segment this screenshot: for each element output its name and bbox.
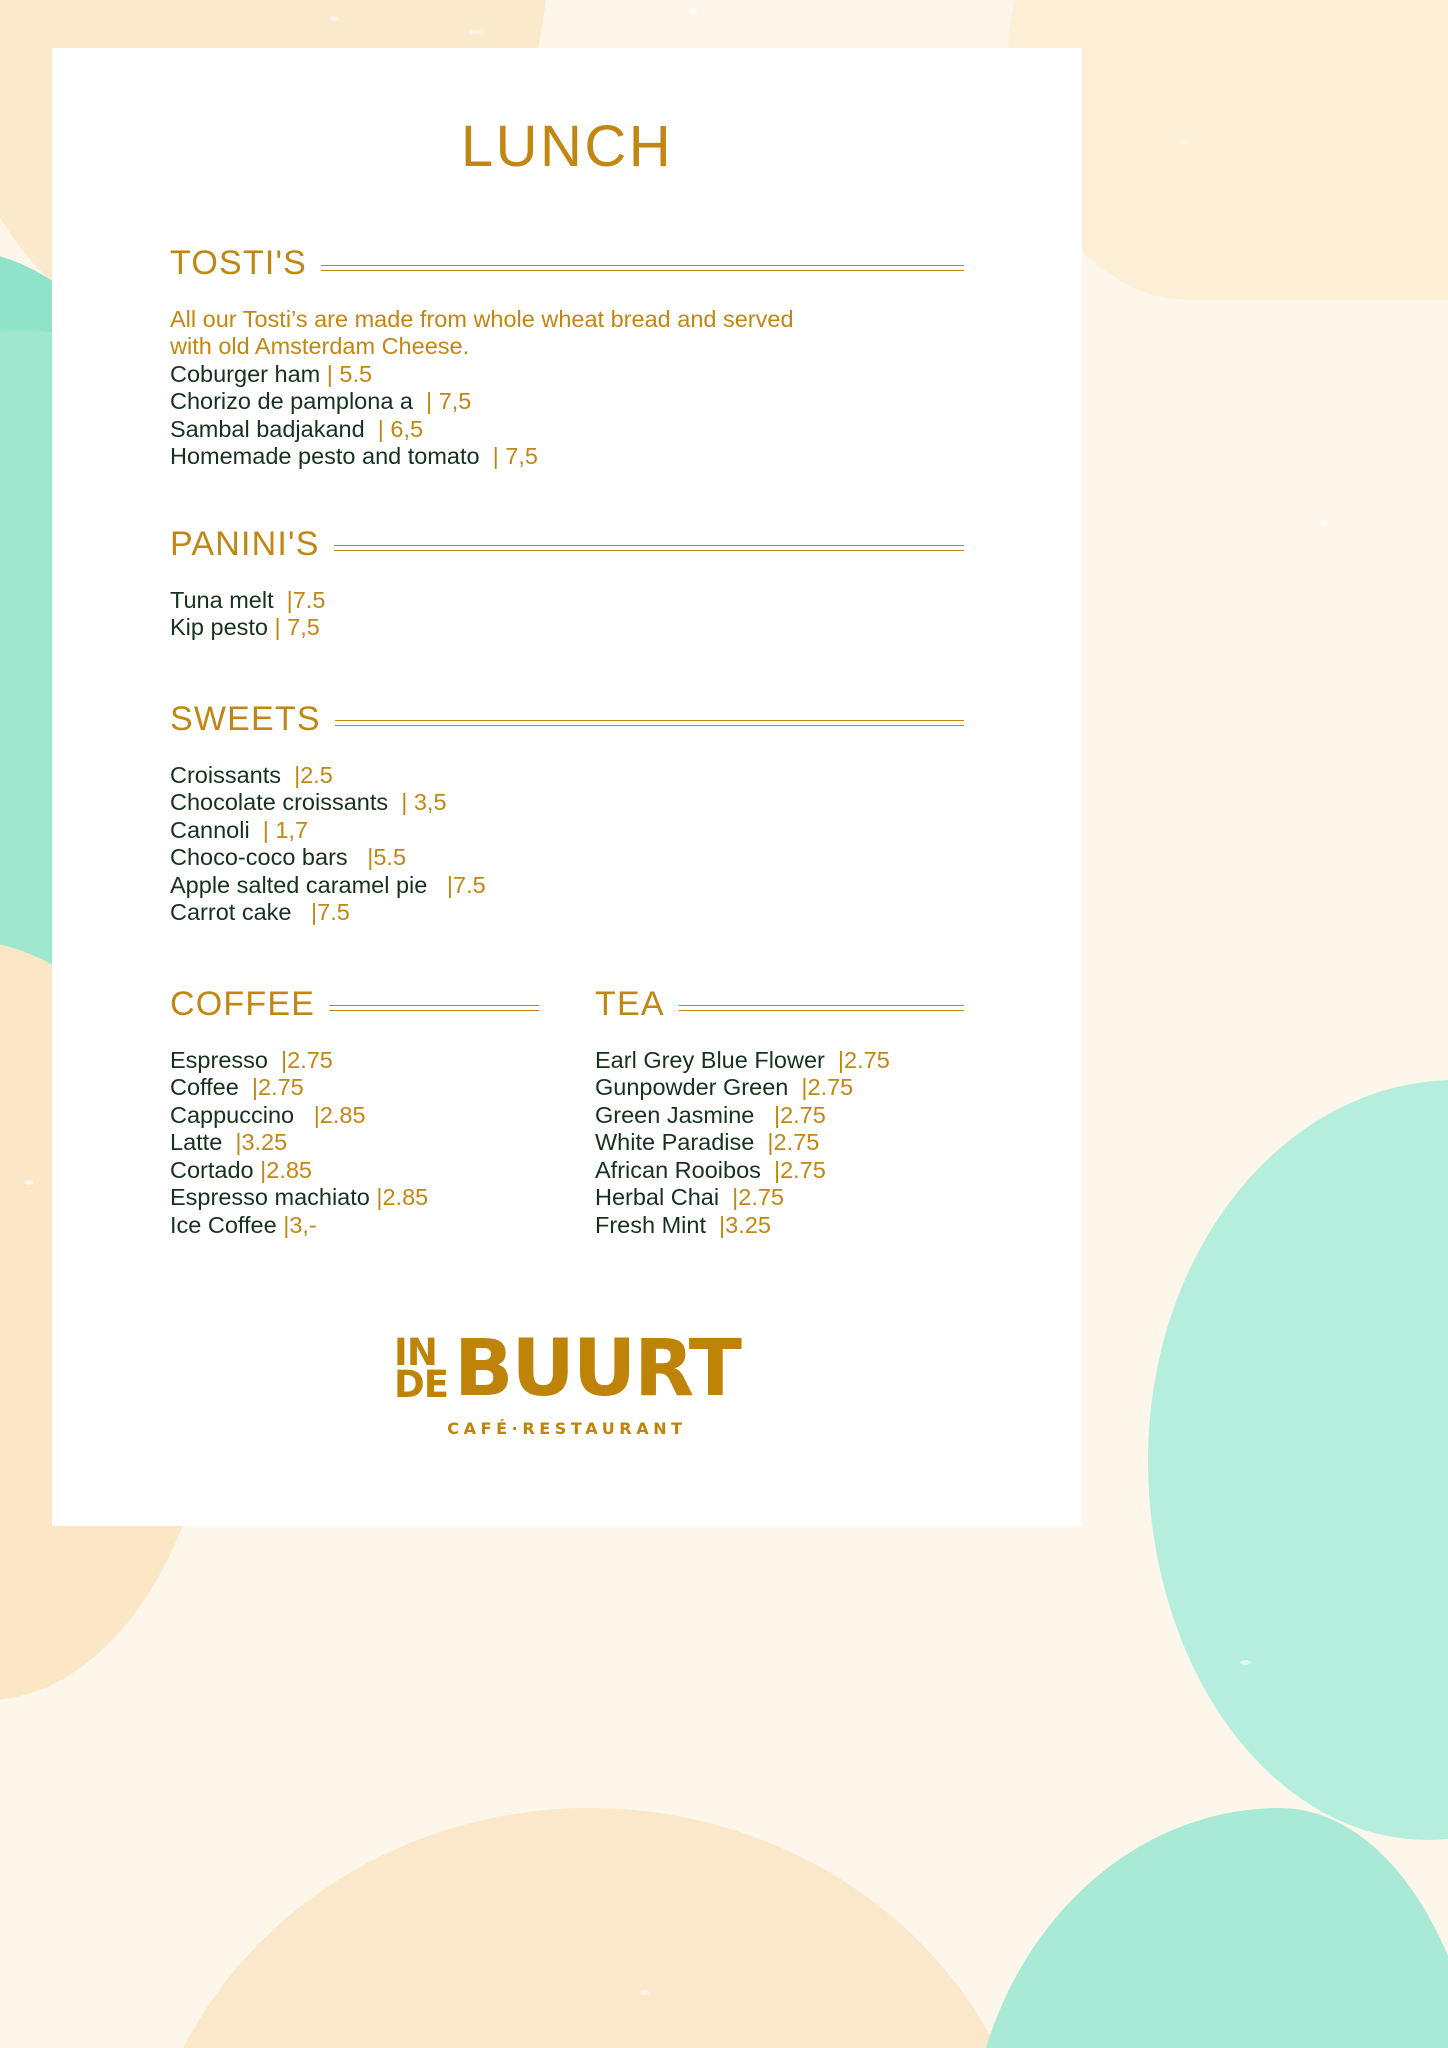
menu-item — [170, 762, 964, 789]
menu-item-name: Herbal Chai — [595, 1184, 726, 1211]
menu-item — [170, 1102, 539, 1129]
background-speck — [640, 1990, 649, 1995]
menu-item — [170, 1047, 539, 1074]
section-title-tostis: TOSTI'S — [170, 244, 308, 282]
menu-item — [170, 844, 964, 871]
menu-item-separator: | — [274, 1046, 288, 1073]
logo-line-de: DE — [394, 1363, 449, 1407]
menu-item-separator: | — [274, 614, 288, 641]
section-items-tostis — [170, 306, 964, 471]
menu-item-price: 5.5 — [339, 360, 373, 387]
menu-item-name: Carrot cake — [170, 899, 298, 926]
menu-item-price: 3,5 — [413, 789, 447, 816]
section-divider-rule — [329, 1005, 539, 1012]
menu-item-separator: | — [228, 1129, 242, 1156]
section-title-coffee: COFFEE — [170, 984, 316, 1023]
background-speck — [24, 1180, 34, 1185]
menu-item-name: Espresso — [170, 1046, 275, 1073]
menu-item-price: 2.75 — [287, 1046, 333, 1073]
section-items-sweets — [170, 762, 964, 927]
menu-item-price: 2.5 — [300, 761, 333, 788]
menu-item-separator: | — [725, 1184, 739, 1211]
menu-item-name: Chocolate croissants — [170, 789, 395, 816]
menu-item-separator: | — [712, 1211, 726, 1238]
menu-item — [170, 361, 964, 388]
section-paninis — [170, 524, 964, 642]
menu-item-separator: | — [354, 844, 374, 871]
logo-wordmark-buurt: BUURT — [454, 1323, 740, 1414]
menu-item-name: Cannoli — [170, 816, 257, 843]
menu-item — [170, 789, 964, 816]
menu-item-name: Gunpowder Green — [595, 1074, 795, 1101]
menu-item-name: White Paradise — [595, 1129, 761, 1156]
menu-item-price: 2.75 — [773, 1129, 820, 1156]
menu-item — [170, 1184, 539, 1211]
menu-item-price: 2.75 — [780, 1101, 826, 1128]
section-sweets — [170, 699, 964, 927]
menu-item-name: Kip pesto — [170, 614, 275, 641]
menu-item-separator: | — [419, 388, 439, 415]
menu-item-separator: | — [245, 1074, 258, 1101]
menu-item-name: Chorizo de pamplona a — [170, 388, 420, 415]
menu-item-separator: | — [794, 1074, 808, 1101]
logo-tagline: CAFÉ·RESTAURANT — [447, 1419, 687, 1438]
menu-item-price: 2.75 — [844, 1046, 890, 1073]
menu-item-price: 1,7 — [275, 816, 309, 843]
menu-item-name: African Rooibos — [595, 1156, 768, 1183]
menu-item-price: 2.85 — [319, 1101, 366, 1128]
menu-item-price: 7.5 — [292, 586, 326, 613]
background-speck — [1240, 1660, 1251, 1665]
logo-prefix-stack — [394, 1330, 449, 1407]
menu-item-price: 7,5 — [505, 443, 538, 470]
menu-item-price: 7.5 — [453, 871, 486, 898]
menu-item — [595, 1212, 964, 1239]
menu-item-price: 2.75 — [738, 1184, 785, 1211]
menu-item-separator: | — [283, 1211, 290, 1238]
menu-item — [170, 1212, 539, 1239]
logo-wordmark-row — [394, 1323, 740, 1414]
section-tea — [595, 984, 964, 1239]
section-items-tea — [595, 1047, 964, 1239]
menu-item — [595, 1129, 964, 1156]
menu-item — [170, 614, 964, 641]
menu-item-price: 6,5 — [390, 415, 424, 442]
section-tostis — [170, 246, 964, 471]
menu-item-separator: | — [371, 415, 391, 442]
menu-item-price: 7,5 — [287, 614, 320, 641]
menu-item-name: Green Jasmine — [595, 1101, 761, 1128]
background-speck — [470, 30, 484, 34]
background-speck — [1180, 140, 1189, 144]
menu-item — [170, 899, 964, 926]
section-divider-rule — [321, 265, 964, 272]
background-speck — [330, 16, 339, 21]
menu-item-price: 2.75 — [807, 1074, 854, 1101]
menu-item-separator: | — [280, 586, 293, 613]
section-header-paninis — [170, 524, 964, 563]
section-items-coffee — [170, 1047, 539, 1239]
menu-item-price: 7,5 — [438, 388, 472, 415]
menu-item-name: Cortado — [170, 1156, 261, 1183]
menu-item-separator: | — [256, 816, 276, 843]
section-header-sweets — [170, 699, 964, 738]
menu-item — [595, 1102, 964, 1129]
menu-item-separator: | — [760, 1101, 781, 1128]
section-header-coffee — [170, 984, 539, 1023]
menu-item-name: Espresso machiato — [170, 1184, 377, 1211]
menu-item-price: 7.5 — [317, 899, 350, 926]
bottom-columns — [170, 984, 964, 1239]
menu-item-price: 5.5 — [373, 844, 407, 871]
menu-item-price: 3,- — [289, 1211, 317, 1238]
brand-logo — [52, 1323, 1082, 1438]
section-title-tea: TEA — [595, 984, 665, 1023]
menu-item — [170, 388, 964, 415]
menu-item-name: Cappuccino — [170, 1101, 301, 1128]
background-speck — [690, 8, 697, 15]
menu-item — [595, 1184, 964, 1211]
menu-item — [170, 817, 964, 844]
section-divider-rule — [334, 545, 964, 552]
menu-item-separator: | — [486, 443, 506, 470]
menu-item-separator: | — [767, 1156, 781, 1183]
menu-item-separator: | — [287, 761, 301, 788]
section-title-paninis: PANINI'S — [170, 524, 320, 563]
menu-item — [170, 587, 964, 614]
menu-card — [52, 48, 1082, 1526]
menu-item — [595, 1047, 964, 1074]
menu-item-price: 3.25 — [725, 1211, 771, 1238]
menu-item-name: Choco-coco bars — [170, 844, 355, 871]
menu-item — [170, 443, 964, 470]
section-title-sweets: SWEETS — [170, 699, 321, 738]
menu-item-name: Fresh Mint — [595, 1211, 713, 1238]
section-header-tea — [595, 984, 964, 1023]
menu-item-name: Ice Coffee — [170, 1211, 284, 1238]
menu-item — [595, 1157, 964, 1184]
section-divider-rule — [679, 1005, 964, 1012]
menu-item-name: Latte — [170, 1129, 229, 1156]
menu-item-price: 2.85 — [266, 1156, 312, 1183]
menu-item-separator: | — [394, 789, 414, 816]
menu-item-separator: | — [760, 1129, 774, 1156]
menu-item — [595, 1074, 964, 1101]
menu-item-price: 2.75 — [780, 1156, 826, 1183]
background-speck — [1320, 520, 1328, 526]
menu-item — [170, 1157, 539, 1184]
background-blob-mint-bottom-right — [968, 1808, 1448, 2048]
section-header-tostis — [170, 246, 964, 280]
menu-item-name: Coburger ham — [170, 360, 327, 387]
menu-item-separator: | — [326, 360, 340, 387]
menu-item — [170, 1129, 539, 1156]
menu-item-separator: | — [376, 1184, 383, 1211]
menu-item-separator: | — [298, 899, 318, 926]
section-coffee — [170, 984, 539, 1239]
menu-item-name: Homemade pesto and tomato — [170, 443, 487, 470]
background-blob-mint-right — [1148, 1080, 1448, 1840]
menu-item-name: Croissants — [170, 761, 288, 788]
logo-line-in: IN — [394, 1330, 437, 1374]
menu-item-separator: | — [260, 1156, 267, 1183]
menu-item-price: 2.85 — [382, 1184, 429, 1211]
menu-item — [170, 416, 964, 443]
menu-item-separator: | — [433, 871, 454, 898]
background-blob-cream-bottom — [140, 1808, 1040, 2048]
menu-item — [170, 1074, 539, 1101]
menu-item-separator: | — [831, 1046, 845, 1073]
section-blurb-line: with old Amsterdam Cheese. — [170, 333, 470, 360]
section-blurb-line: All our Tosti’s are made from whole wheat bread and served — [170, 306, 794, 332]
menu-item-name: Apple salted caramel pie — [170, 871, 434, 898]
menu-item-price: 2.75 — [257, 1074, 304, 1101]
menu-item — [170, 872, 964, 899]
section-divider-rule — [335, 720, 964, 727]
section-items-paninis — [170, 587, 964, 642]
menu-item-name: Sambal badjakand — [170, 415, 372, 442]
menu-item-price: 3.25 — [241, 1129, 288, 1156]
page-title: LUNCH — [460, 114, 674, 179]
menu-item-name: Tuna melt — [170, 586, 281, 613]
menu-item-name: Earl Grey Blue Flower — [595, 1046, 832, 1073]
menu-item-separator: | — [300, 1101, 320, 1128]
menu-item-name: Coffee — [170, 1074, 246, 1101]
